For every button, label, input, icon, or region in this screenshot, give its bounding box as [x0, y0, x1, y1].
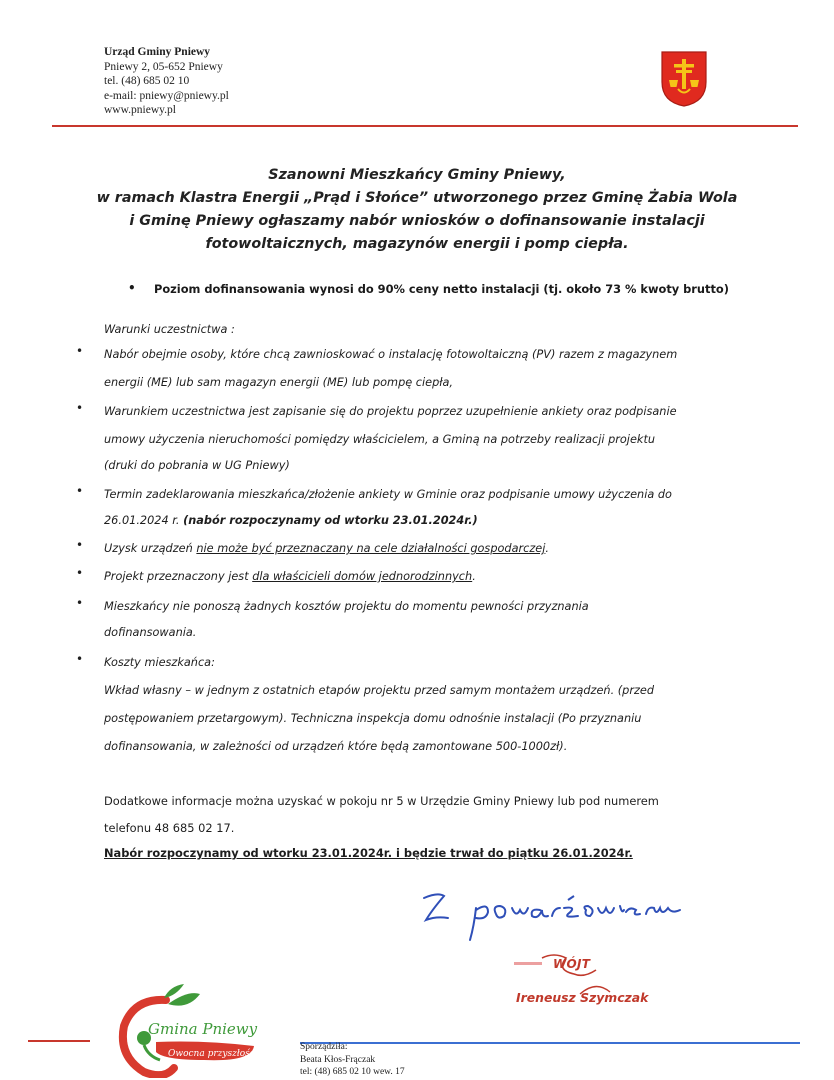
condition-line: [104, 570, 476, 583]
gmina-pniewy-logo-icon: [104, 982, 286, 1078]
condition-text: .: [545, 542, 549, 555]
condition-line: Termin zadeklarowania mieszkańca/złożenie ankiety w Gminie oraz podpisanie umowy użyczenia do: [104, 488, 672, 501]
condition-line: Wkład własny – w jednym z ostatnich etapów projektu przed samym montażem urządzeń. (przed: [104, 684, 655, 697]
stamp-name: Ireneusz Szymczak: [516, 990, 649, 1005]
prepared-by-label: Sporządziła:: [300, 1042, 348, 1052]
condition-text: .: [472, 570, 476, 583]
underlined-text: nie może być przeznaczany na cele działalności gospodarczej: [196, 542, 546, 555]
title-line: Szanowni Mieszkańcy Gminy Pniewy,: [268, 167, 566, 183]
start-note: (nabór rozpoczynamy od wtorku 23.01.2024r.): [183, 514, 478, 527]
title-line: fotowoltaicznych, magazynów energii i pomp ciepła.: [205, 236, 629, 252]
condition-line: Koszty mieszkańca:: [104, 656, 215, 669]
condition-line: [104, 542, 549, 555]
condition-line: [104, 514, 478, 527]
org-address: Pniewy 2, 05-652 Pniewy: [104, 60, 223, 73]
conditions-heading: Warunki uczestnictwa :: [104, 323, 235, 336]
condition-line: Warunkiem uczestnictwa jest zapisanie się do projektu poprzez uzupełnienie ankiety oraz podpisanie: [104, 405, 677, 418]
condition-line: Nabór obejmie osoby, które chcą zawnioskować o instalację fotowoltaiczną (PV) razem z magazynem: [104, 348, 678, 361]
title-line: i Gminę Pniewy ogłaszamy nabór wniosków o dofinansowanie instalacji: [129, 213, 705, 229]
bullet-icon: •: [76, 596, 84, 610]
bullet-icon: •: [76, 566, 84, 580]
org-email: e-mail: pniewy@pniewy.pl: [104, 89, 229, 102]
org-website: www.pniewy.pl: [104, 104, 176, 117]
condition-line: energii (ME) lub sam magazyn energii (ME) lub pompę ciepła,: [104, 376, 454, 389]
condition-line: umowy użyczenia nieruchomości pomiędzy właścicielem, a Gminą na potrzeby realizacji projektu: [104, 433, 656, 446]
deadline-date: 26.01.2024 r.: [104, 514, 184, 527]
org-name: Urząd Gminy Pniewy: [104, 46, 211, 58]
info-line: Dodatkowe informacje można uzyskać w pokoju nr 5 w Urzędzie Gminy Pniewy lub pod numerem: [104, 794, 659, 808]
prepared-by: [300, 1041, 405, 1079]
handwritten-signature-icon: [418, 884, 698, 942]
bullet-icon: •: [76, 401, 84, 415]
prepared-by-phone: tel: (48) 685 02 10 wew. 17: [300, 1067, 405, 1077]
condition-line: postępowaniem przetargowym). Techniczna inspekcja domu odnośnie instalacji (Po przyznaniu: [104, 712, 642, 725]
title-line: w ramach Klastra Energii „Prąd i Słońce” utworzonego przez Gminę Żabia Wola: [96, 190, 738, 206]
bullet-icon: •: [76, 538, 84, 552]
bullet-icon: •: [76, 484, 84, 498]
prepared-by-name: Beata Kłos-Frączak: [300, 1054, 376, 1065]
stamp-title: WÓJT: [553, 957, 591, 971]
footer-divider-left: [28, 1040, 90, 1042]
bullet-icon: •: [76, 344, 84, 358]
condition-line: (druki do pobrania w UG Pniewy): [104, 459, 290, 472]
logo-name: Gmina Pniewy: [148, 1020, 258, 1038]
info-line: telefonu 48 685 02 17.: [104, 821, 235, 835]
condition-text: Projekt przeznaczony jest: [104, 570, 253, 583]
condition-line: Mieszkańcy nie ponoszą żadnych kosztów projektu do momentu pewności przyznania: [104, 600, 589, 613]
condition-line: dofinansowania.: [104, 626, 197, 639]
condition-line: dofinansowania, w zależności od urządzeń które będą zamontowane 500-1000zł).: [104, 740, 568, 753]
logo-slogan: Owocna przyszłość: [168, 1049, 255, 1059]
bullet-icon: •: [128, 281, 136, 295]
underlined-text: dla właścicieli domów jednorodzinnych: [252, 570, 473, 583]
bullet-icon: •: [76, 652, 84, 666]
condition-text: Uzysk urządzeń: [104, 542, 197, 555]
funding-level-text: Poziom dofinansowania wynosi do 90% ceny netto instalacji (tj. około 73 % kwoty brutto): [154, 282, 729, 296]
final-note: Nabór rozpoczynamy od wtorku 23.01.2024r. i będzie trwał do piątku 26.01.2024r.: [104, 846, 633, 860]
org-phone: tel. (48) 685 02 10: [104, 75, 190, 88]
